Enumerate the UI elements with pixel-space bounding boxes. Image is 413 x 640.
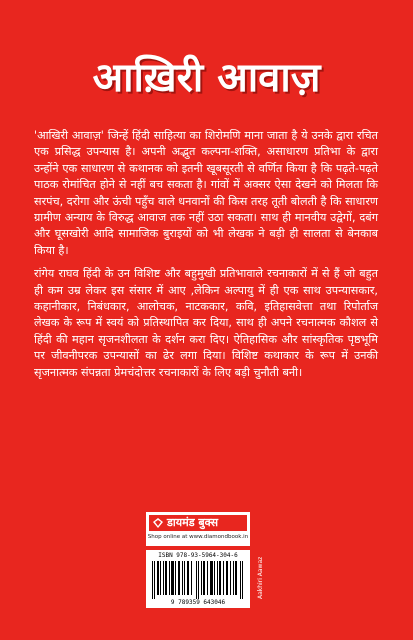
publisher-website: Shop online at www.diamondbook.in: [147, 534, 249, 540]
book-title: आख़िरी आवाज़: [92, 54, 321, 101]
barcode-bars: [152, 561, 244, 599]
blurb-paragraph-1: 'आखिरी आवाज़' जिन्हें हिंदी साहित्या का शिरोमणि माना जाता है ये उनके द्वारा रचित एक प्रसिद्ध उपन्यास है। अपनी अद्भुत कल्पना-शक्ति, असाधारण प्रतिभा के द्वारा उन्होंने एक साधारण से कथानक को इतनी खूबसूरती से वर्णित किया है कि पढ़ते-पढ़ते पाठक रोमांचित होने से नहीं बच सकता है। गांवों में अक्सर ऐसा देखने को मिलता कि सरपंच, दरोगा और ऊंची पहुँच वाले धनवानों की किस तरह तूती बोलती है कि साधारण ग्रामीण अन्याय के विरुद्ध आवाज तक नहीं उठा सकता। साथ ही मानवीय उद्वेगों, दबंग और घूसखोरी आदि सामाजिक बुराइयों को भी लेखक ने बड़ी ही सालता से बेनकाब किया है।: [34, 129, 378, 257]
barcode: [146, 550, 250, 608]
blurb: [34, 128, 378, 388]
publisher-name: डायमंड बुक्स: [167, 516, 219, 529]
diamond-logo-icon: [152, 517, 164, 529]
blurb-paragraph-2: रांगेय राघव हिंदी के उन विशिष्ट और बहुमुखी प्रतिभावाले रचनाकारों में से हैं जो बहुत ही कम उम्र लेकर इस संसार में आए ,लेकिन अल्पायु में ही एक साथ उपन्यासकार, कहानीकार, निबंधकार, आलोचक, नाटककार, कवि, इतिहासवेत्ता तथा रिपोर्ताज लेखक के रूप में स्वयं को प्रतिस्थापित कर दिया, साथ ही अपने रचनात्मक कौशल से हिंदी की महान सृजनशीलता के दर्शन करा दिए। ऐतिहासिक और सांस्कृतिक पृष्ठभूमि पर जीवनीपरक उपन्यासों का ढेर लगा दिया। विशिष्ट कथाकार के रूप में उनकी सृजनात्मक संपन्नता प्रेमचंदोत्तर रचनाकारों के लिए बड़ी चुनौती बनी।: [34, 267, 378, 379]
side-title-label: Aakhiri Aawaz: [257, 556, 264, 600]
barcode-digits: 9 789359 643046: [170, 599, 226, 606]
publisher-logo: [146, 512, 250, 546]
publisher-band: [149, 515, 247, 531]
isbn-text: ISBN 978-93-5964-304-6: [158, 552, 238, 559]
